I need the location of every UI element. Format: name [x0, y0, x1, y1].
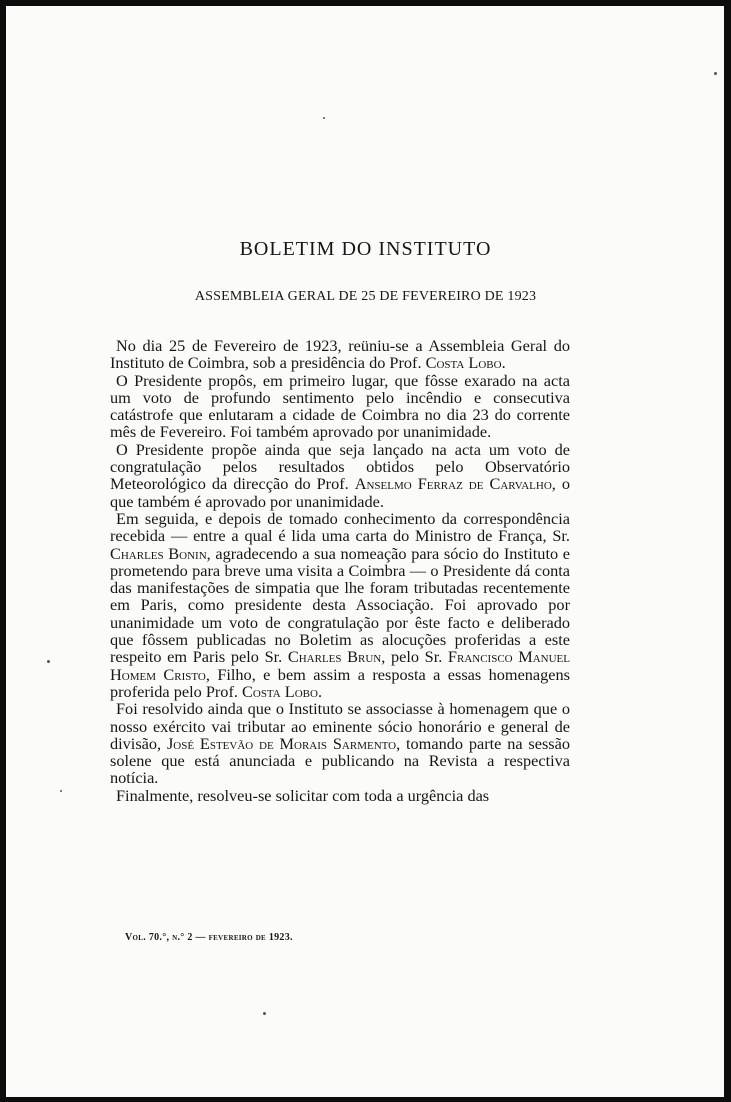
- person-name: Anselmo Ferraz de Carvalho: [354, 474, 552, 494]
- paragraph-5: [110, 700, 570, 786]
- footer-volume-line: Vol. 70.°, n.° 2 — fevereiro de 1923.: [125, 932, 293, 943]
- text-run: , tomando parte na sessão solene que está anunciada e publicando na Revista a respectiva notícia.: [110, 733, 570, 788]
- person-name: Costa Lobo: [425, 353, 502, 373]
- person-name: Francisco Manuel Homem Cristo: [110, 647, 570, 684]
- body-text: [110, 337, 570, 804]
- person-name: Charles Bonin: [110, 543, 207, 563]
- text-run: Finalmente, resolveu-se solicitar com toda a urgência das: [116, 785, 490, 805]
- page-title: BOLETIM DO INSTITUTO: [239, 238, 492, 260]
- text-run: , o que também é aprovado por unanimidade.: [110, 474, 571, 511]
- text-run: O Presidente propôs, em primeiro lugar, que fôsse exarado na acta um voto de profundo sentimento pelo incêndio e consecutiva catástrofe que enlutaram a cidade de Coimbra no dia 23 do corrente mês de Fevereiro. Foi também aprovado por unanimidade.: [110, 370, 570, 442]
- scan-border-bottom: [0, 1097, 731, 1102]
- text-run: , Filho, e bem assim a resposta a essas homenagens proferida pelo Prof.: [110, 664, 571, 701]
- text-run: Foi resolvido ainda que o Instituto se associasse à homenagem que o nosso exército vai tributar ao eminente sócio honorário e general de divisão,: [110, 699, 570, 753]
- text-run: No dia 25 de Fevereiro de 1923, reüniu-se a Assembleia Geral do Instituto de Coimbra, sob a presidência do Prof.: [110, 336, 570, 373]
- paragraph-1: [110, 337, 570, 372]
- person-name: Costa Lobo: [242, 681, 318, 701]
- scan-speck: [263, 1012, 266, 1015]
- scan-speck: [323, 117, 325, 119]
- scan-speck: [60, 790, 62, 792]
- scan-border-left: [0, 0, 6, 1102]
- paragraph-2: [110, 372, 570, 441]
- scan-speck: [714, 72, 717, 75]
- person-name: José Estevão de Morais Sarmento: [166, 733, 397, 753]
- scan-speck: [47, 660, 50, 663]
- person-name: Charles Brun: [287, 647, 382, 667]
- text-run: .: [317, 681, 323, 701]
- text-run: , agradecendo a sua nomeação para sócio do Instituto e prometendo para breve uma visita a Coimbra — o Presidente dá conta das manifestações de simpatia que lhe foram tributadas recentemente em Paris, como presidente desta Associação. Foi aprovado por unanimidade um voto de congratulação por êste facto e deliberado que fôssem publicadas no Boletim as alocuções proferidas a este respeito em Paris pelo Sr.: [110, 543, 570, 667]
- paragraph-3: [110, 441, 570, 510]
- scan-border-top: [0, 0, 731, 6]
- text-run: , pelo Sr.: [381, 647, 448, 667]
- paragraph-6: [110, 787, 570, 804]
- text-run: O Presidente propõe ainda que seja lançado na acta um voto de congratulação pelos resultados obtidos pelo Observatório Meteorológico da direcção do Prof.: [110, 439, 570, 494]
- text-run: Em seguida, e depois de tomado conhecimento da correspondência recebida — entre a qual é lida uma carta do Ministro de França, Sr.: [110, 508, 570, 546]
- section-subtitle: ASSEMBLEIA GERAL DE 25 DE FEVEREIRO DE 1923: [194, 289, 537, 304]
- paragraph-4: [110, 510, 570, 700]
- scan-border-right: [724, 0, 731, 1102]
- text-run: .: [501, 353, 506, 373]
